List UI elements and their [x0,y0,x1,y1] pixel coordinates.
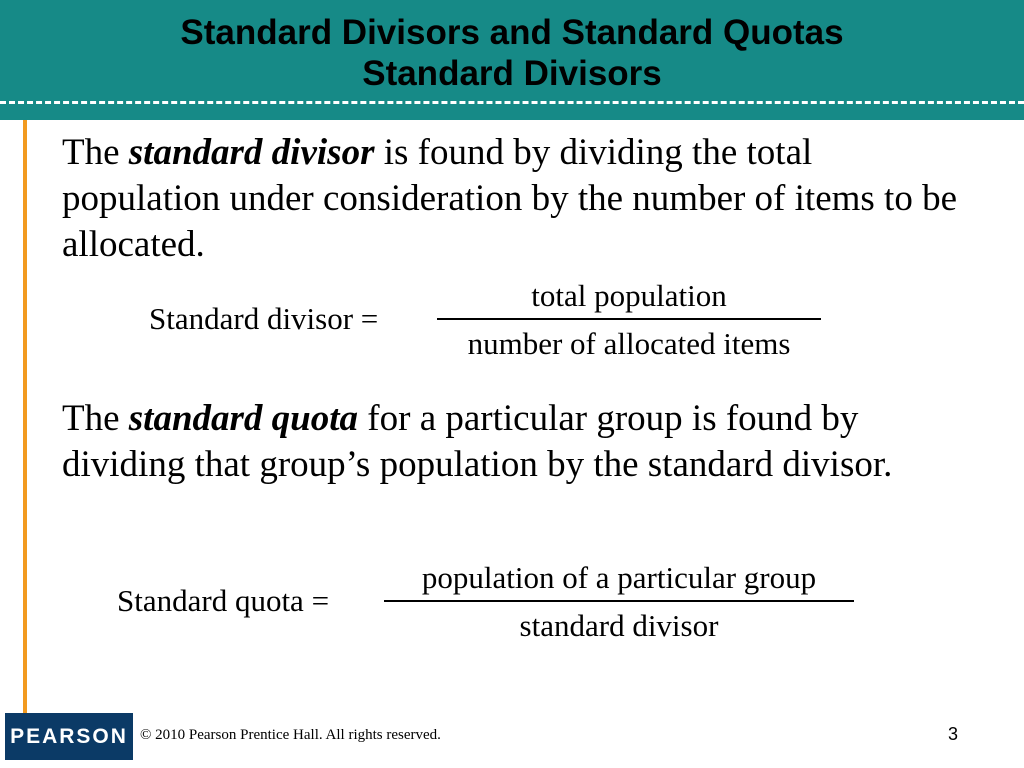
title-line-1: Standard Divisors and Standard Quotas [180,13,844,52]
standard-quota-definition [62,396,962,488]
dashed-divider [0,101,1024,104]
term-standard-quota: standard quota [128,398,359,439]
fraction-bar [384,600,854,602]
pearson-logo: PEARSON [5,713,133,760]
formula-label: Standard quota = [117,583,330,618]
numerator: total population [531,278,727,313]
accent-bar [23,120,27,718]
definition-text: for a particular group is found by dividing that group’s population by the standard divisor. [62,398,893,485]
slide-title [0,12,1024,94]
term-standard-divisor: standard divisor [128,132,375,173]
definition-text: is found by dividing the total population under consideration by the number of items to be allocated. [62,132,957,265]
standard-divisor-definition [62,130,962,268]
denominator: number of allocated items [467,326,791,361]
definition-lead: The [62,398,129,439]
numerator: population of a particular group [421,560,817,595]
copyright-notice: © 2010 Pearson Prentice Hall. All rights reserved. [140,727,441,743]
slide-header [0,0,1024,120]
fraction [384,560,854,644]
denominator: standard divisor [519,608,719,643]
formula-label: Standard divisor = [149,301,379,336]
definition-lead: The [62,132,129,173]
page-number: 3 [948,724,959,744]
title-line-2: Standard Divisors [362,54,662,93]
fraction [437,278,821,362]
fraction-bar [437,318,821,320]
